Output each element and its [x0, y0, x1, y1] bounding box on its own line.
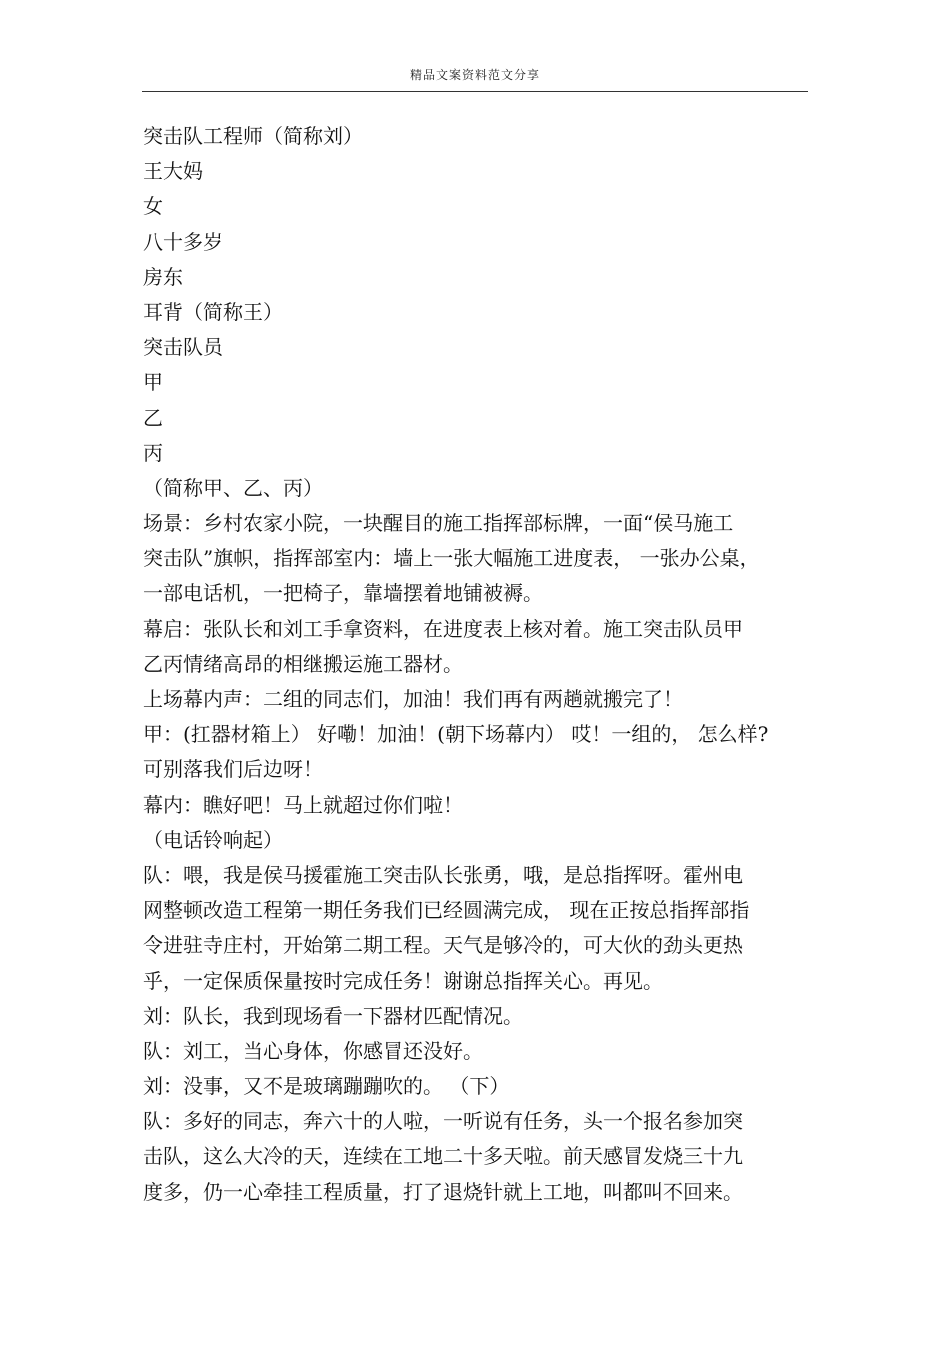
text-line: 击队，这么大冷的天，连续在工地二十多天啦。前天感冒发烧三十九	[143, 1144, 743, 1169]
text-line: 耳背（简称王）	[143, 299, 283, 324]
text-line: 女	[143, 194, 163, 219]
text-line: （电话铃响起）	[143, 827, 283, 852]
text-line: 刘：队长，我到现场看一下器材匹配情况。	[143, 1003, 523, 1028]
text-line: 王大妈	[143, 159, 203, 184]
text-line: 一部电话机，一把椅子，靠墙摆着地铺被褥。	[143, 581, 543, 606]
text-line: 令进驻寺庄村，开始第二期工程。天气是够冷的，可大伙的劲头更热	[143, 933, 743, 958]
text-line: 丙	[143, 440, 163, 465]
header-divider	[142, 91, 808, 92]
text-line: 场景：乡村农家小院，一块醒目的施工指挥部标牌，一面“侯马施工	[143, 511, 734, 536]
document-body	[143, 119, 803, 1210]
text-line: 上场幕内声：二组的同志们，加油！我们再有两趟就搬完了！	[143, 687, 683, 711]
text-line: 八十多岁	[143, 229, 223, 254]
text-line: 队：多好的同志，奔六十的人啦，一听说有任务，头一个报名参加突	[143, 1109, 743, 1134]
text-line: 房东	[143, 264, 183, 289]
text-line: 幕启：张队长和刘工手拿资料，在进度表上核对着。施工突击队员甲	[143, 616, 743, 641]
text-line: （简称甲、乙、丙）	[143, 475, 323, 500]
text-line: 突击队员	[143, 335, 223, 360]
text-line: 突击队”旗帜，指挥部室内：墙上一张大幅施工进度表， 一张办公桌，	[143, 546, 760, 571]
text-line: 乙	[143, 405, 163, 430]
text-line: 乙丙情绪高昂的相继搬运施工器材。	[143, 651, 463, 676]
text-line: 队：喂，我是侯马援霍施工突击队长张勇，哦，是总指挥呀。霍州电	[143, 862, 743, 887]
text-line: 甲	[143, 370, 163, 395]
text-line: 幕内：瞧好吧！马上就超过你们啦！	[143, 792, 463, 817]
text-line: 队：刘工，当心身体，你感冒还没好。	[143, 1038, 483, 1063]
text-line: 网整顿改造工程第一期任务我们已经圆满完成， 现在正按总指挥部指	[143, 898, 750, 923]
text-line: 乎，一定保质保量按时完成任务！谢谢总指挥关心。再见。	[143, 968, 663, 993]
text-line: 甲：(扛器材箱上） 好嘞！加油！(朝下场幕内） 哎！一组的， 怎么样?	[143, 722, 769, 747]
text-line: 刘：没事，又不是玻璃蹦蹦吹的。 （下）	[143, 1074, 510, 1099]
text-line: 度多，仍一心牵挂工程质量，打了退烧针就上工地，叫都叫不回来。	[143, 1179, 743, 1204]
text-line: 突击队工程师（简称刘）	[143, 124, 363, 148]
page-header: 精品文案资料范文分享	[409, 68, 540, 82]
text-line: 可别落我们后边呀！	[143, 757, 323, 782]
